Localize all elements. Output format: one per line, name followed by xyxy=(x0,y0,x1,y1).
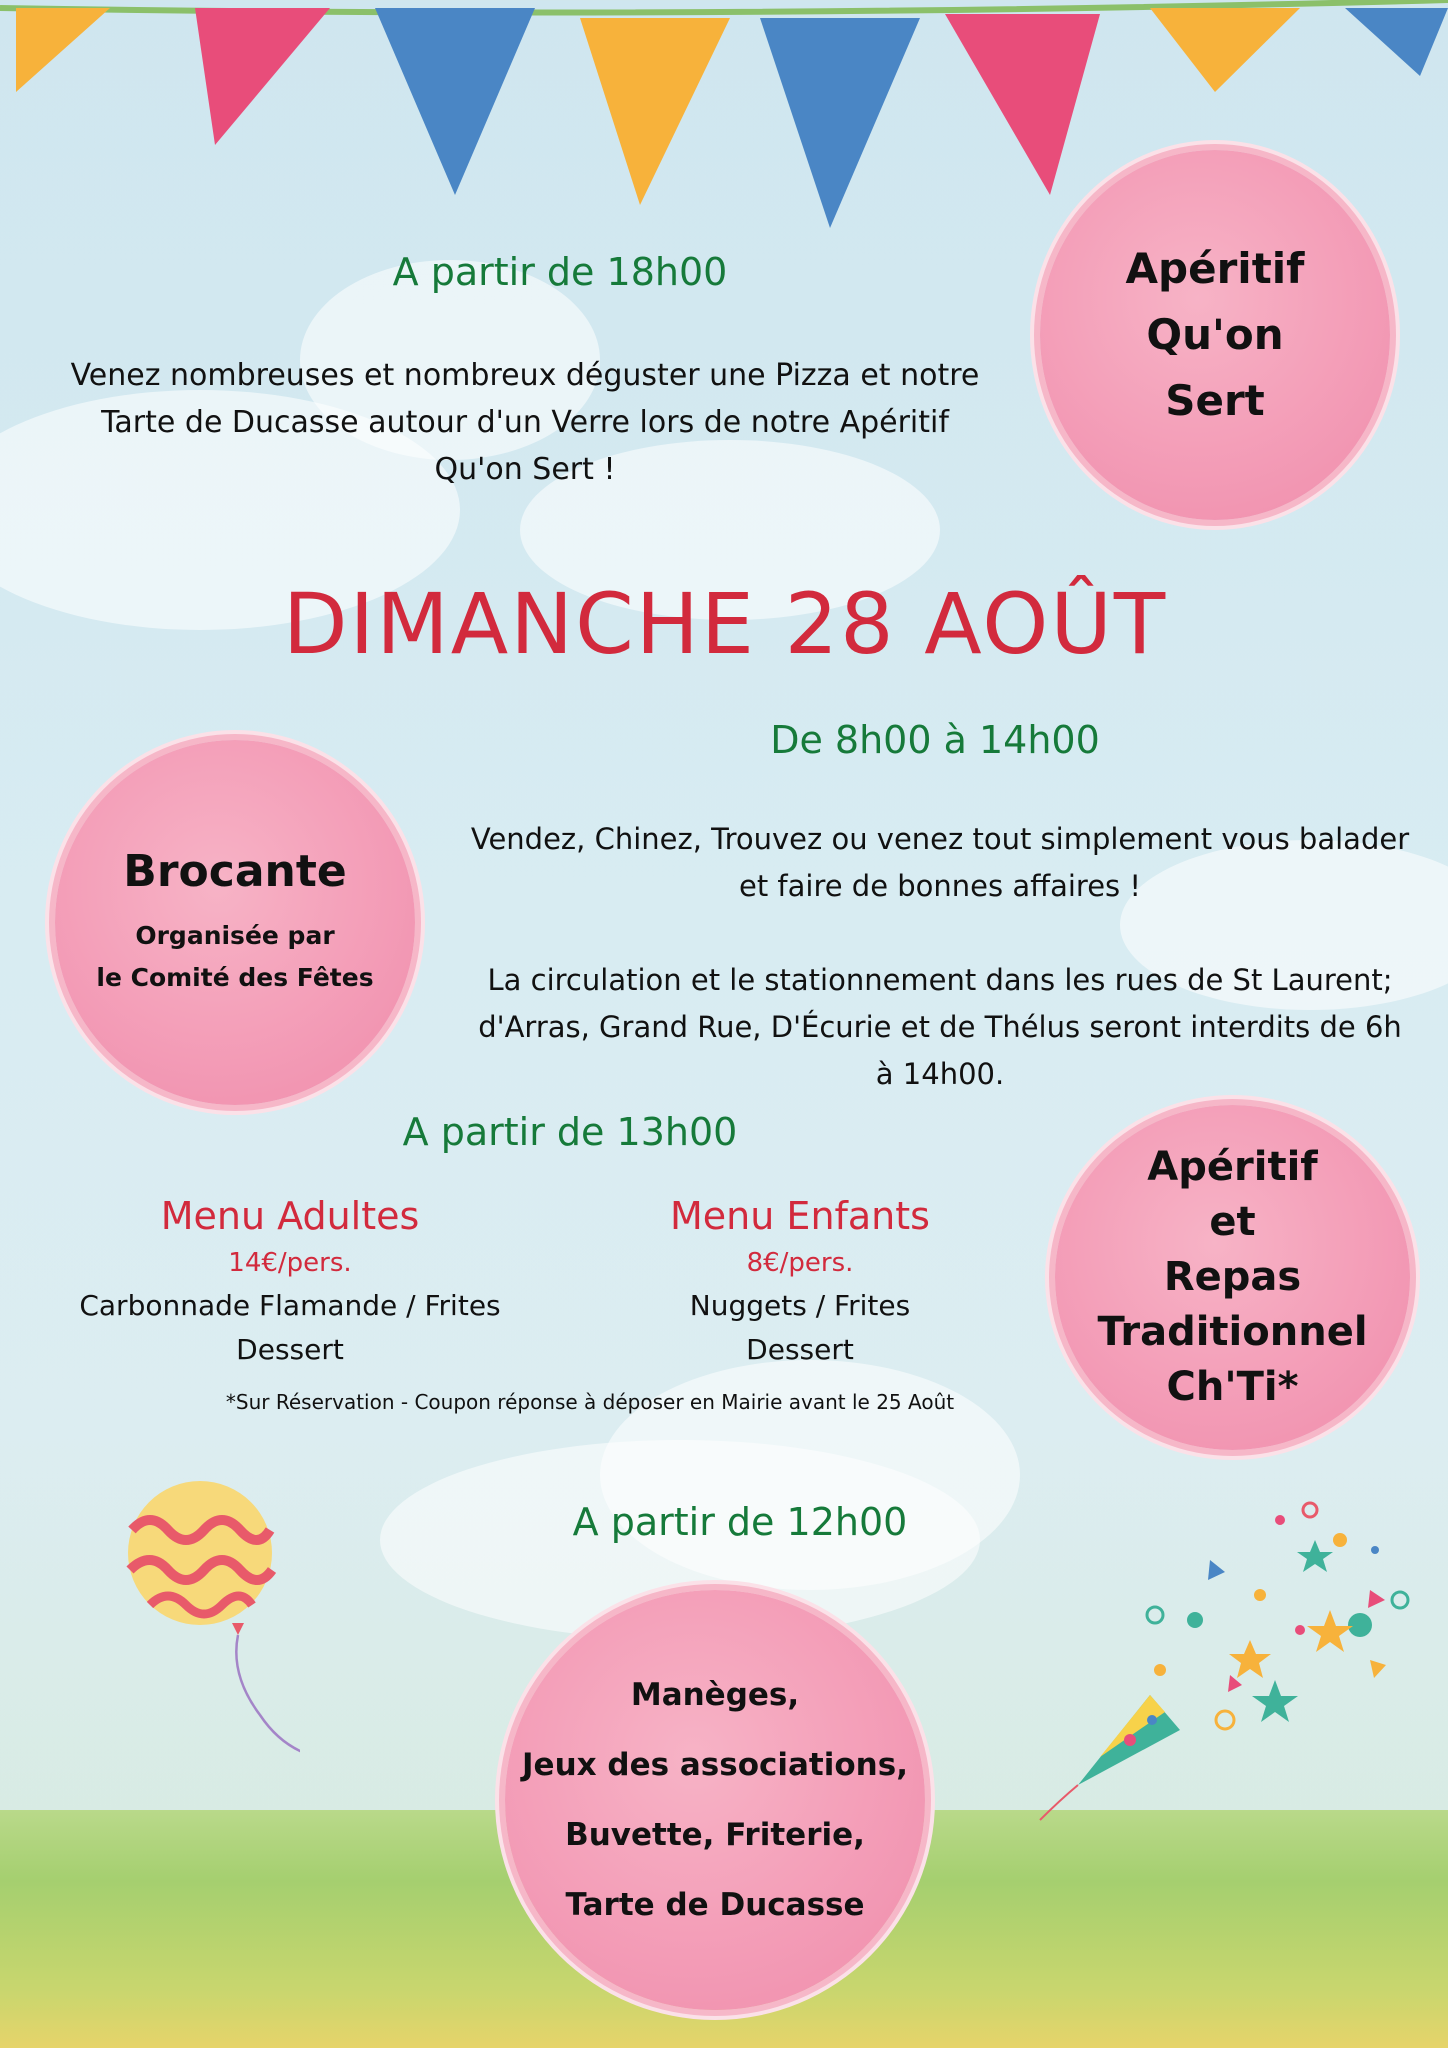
repas-badge-line: Ch'Ti* xyxy=(1166,1364,1299,1410)
circulation-notice-line: La circulation et le stationnement dans les rues de St Laurent; xyxy=(487,963,1393,997)
brocante-badge xyxy=(55,740,415,1105)
repas-badge-line: Traditionnel xyxy=(1097,1309,1368,1355)
brocante-text-line: Vendez, Chinez, Trouvez ou venez tout simplement vous balader xyxy=(470,822,1410,856)
fete-badge-line: Jeux des associations, xyxy=(522,1747,908,1783)
fete-badge-line: Tarte de Ducasse xyxy=(565,1887,865,1923)
party-popper-icon xyxy=(1030,1500,1430,1840)
repas-badge-line: Apéritif xyxy=(1147,1144,1318,1190)
circulation-notice-line: d'Arras, Grand Rue, D'Écurie et de Thélus seront interdits de 6h xyxy=(478,1010,1402,1044)
fete-badge-line: Manèges, xyxy=(630,1677,800,1713)
brocante-text-line: et faire de bonnes affaires ! xyxy=(738,869,1142,903)
menu-adultes xyxy=(40,1190,540,1372)
aperitif-time: A partir de 18h00 xyxy=(392,250,728,294)
fete-time: A partir de 12h00 xyxy=(572,1500,908,1544)
brocante-text xyxy=(440,816,1440,910)
aperitif-description-line: Tarte de Ducasse autour d'un Verre lors de notre Apéritif xyxy=(101,405,949,440)
balloon-icon xyxy=(120,1475,300,1785)
repas-badge xyxy=(1055,1105,1410,1450)
reservation-note: *Sur Réservation - Coupon réponse à déposer en Mairie avant le 25 Août xyxy=(225,1390,955,1414)
repas-badge-line: Repas xyxy=(1163,1254,1302,1300)
brocante-badge-subtitle: Organisée par xyxy=(135,921,335,950)
menu-enfants xyxy=(580,1190,1020,1372)
brocante-badge-title: Brocante xyxy=(123,846,347,897)
aperitif-badge-line: Sert xyxy=(1165,376,1265,425)
date-title: DIMANCHE 28 AOÛT xyxy=(282,575,1168,673)
menu-adultes-title: Menu Adultes xyxy=(160,1194,420,1238)
circulation-notice xyxy=(440,957,1440,1098)
menu-adultes-line: Carbonnade Flamande / Frites xyxy=(79,1289,501,1322)
aperitif-description-line: Venez nombreuses et nombreux déguster une Pizza et notre xyxy=(70,358,980,393)
menu-adultes-price: 14€/pers. xyxy=(228,1248,352,1278)
brocante-time: De 8h00 à 14h00 xyxy=(770,718,1100,762)
menu-enfants-line: Nuggets / Frites xyxy=(689,1289,911,1322)
menu-enfants-title: Menu Enfants xyxy=(670,1194,930,1238)
repas-badge-line: et xyxy=(1209,1199,1256,1245)
brocante-badge-subtitle: le Comité des Fêtes xyxy=(96,963,374,992)
repas-time: A partir de 13h00 xyxy=(402,1110,738,1154)
aperitif-description xyxy=(50,352,1000,493)
aperitif-badge-line: Qu'on xyxy=(1146,310,1284,359)
circulation-notice-line: à 14h00. xyxy=(875,1057,1005,1091)
aperitif-badge-line: Apéritif xyxy=(1125,244,1305,293)
menu-enfants-price: 8€/pers. xyxy=(746,1248,854,1278)
fete-badge-line: Buvette, Friterie, xyxy=(565,1817,865,1853)
aperitif-badge xyxy=(1040,150,1390,520)
fete-badge xyxy=(505,1590,925,2010)
aperitif-description-line: Qu'on Sert ! xyxy=(434,452,616,487)
menu-enfants-line: Dessert xyxy=(746,1333,854,1366)
menu-adultes-line: Dessert xyxy=(236,1333,344,1366)
